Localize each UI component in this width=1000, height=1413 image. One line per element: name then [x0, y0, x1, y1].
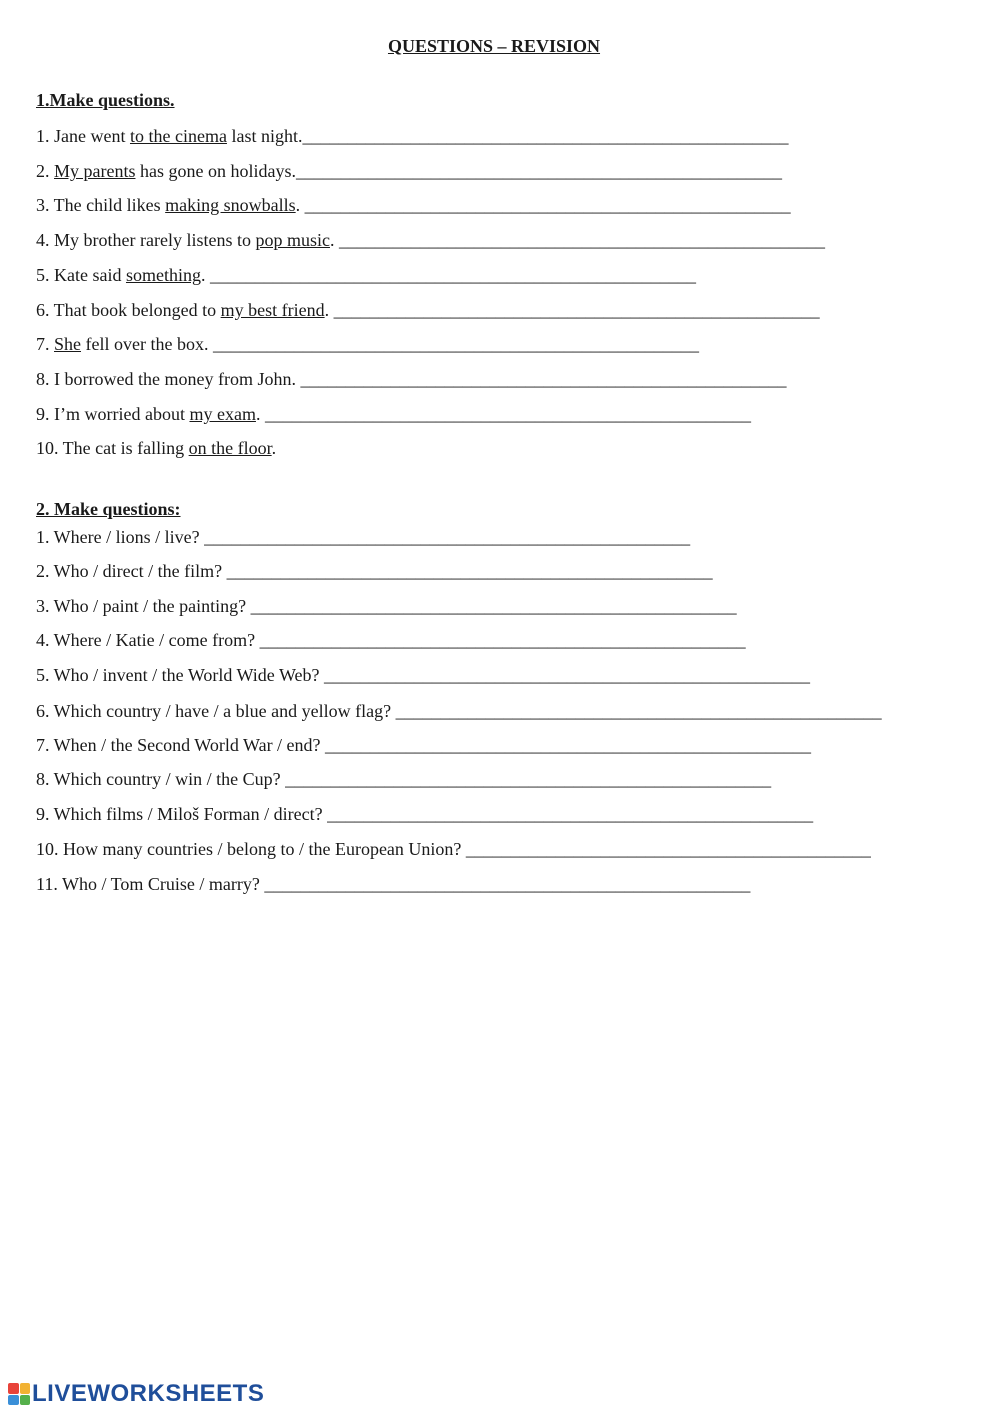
question-text: 3. The child likes — [36, 195, 166, 215]
question-item — [36, 299, 820, 321]
underlined-phrase: on the floor — [188, 438, 272, 458]
question-text: 8. I borrowed the money from John. — [36, 369, 301, 389]
underlined-phrase: My parents — [54, 161, 136, 181]
answer-blank[interactable]: ______________________________________________________ — [212, 334, 699, 354]
question-text-end: . — [255, 404, 265, 424]
answer-blank[interactable]: ______________________________________________________ — [325, 735, 812, 755]
answer-blank[interactable]: ______________________________________________________ — [395, 701, 882, 721]
answer-blank[interactable]: ______________________________________________________ — [259, 630, 746, 650]
underlined-phrase: something — [125, 265, 201, 285]
question-text-end: . — [329, 230, 339, 250]
underlined-phrase: my exam — [189, 404, 256, 424]
answer-blank[interactable]: ______________________________________________________ — [204, 527, 691, 547]
question-text-end: . — [271, 438, 277, 458]
underlined-phrase: my best friend — [220, 300, 325, 320]
prompt-text: 4. Where / Katie / come from? — [36, 630, 260, 650]
prompt-item — [36, 664, 810, 686]
prompt-item — [36, 838, 871, 860]
question-item — [36, 368, 786, 390]
question-text: 2. — [36, 161, 54, 181]
logo-square-red — [8, 1383, 19, 1394]
underlined-phrase: making snowballs — [165, 195, 296, 215]
answer-blank[interactable]: ______________________________________________________ — [250, 596, 737, 616]
prompt-text: 9. Which films / Miloš Forman / direct? — [36, 804, 328, 824]
question-text-end: . — [295, 195, 305, 215]
question-text: 4. My brother rarely listens to — [36, 230, 256, 250]
logo-square-blue — [8, 1395, 19, 1406]
prompt-text: 2. Who / direct / the film? — [36, 561, 227, 581]
prompt-text: 11. Who / Tom Cruise / marry? — [36, 874, 265, 894]
answer-blank[interactable]: ______________________________________________________ — [285, 769, 772, 789]
question-item — [36, 229, 825, 251]
answer-blank[interactable]: ______________________________________________________ — [264, 874, 751, 894]
logo-square-green — [20, 1395, 31, 1406]
prompt-text: 5. Who / invent / the World Wide Web? — [36, 665, 324, 685]
prompt-text: 3. Who / paint / the painting? — [36, 596, 251, 616]
answer-blank[interactable]: ______________________________________________________ — [226, 561, 713, 581]
prompt-item — [36, 700, 882, 722]
brand-name: LIVEWORKSHEETS — [32, 1380, 265, 1407]
prompt-text: 8. Which country / win / the Cup? — [36, 769, 286, 789]
question-item — [36, 264, 696, 286]
logo-square-yellow — [20, 1383, 31, 1394]
answer-blank[interactable]: ______________________________________________________ — [302, 126, 789, 146]
prompt-text: 6. Which country / have / a blue and yellow flag? — [36, 701, 396, 721]
question-item — [36, 160, 782, 182]
prompt-item — [36, 629, 746, 651]
answer-blank[interactable]: ______________________________________________________ — [338, 230, 825, 250]
question-text: 10. The cat is falling — [36, 438, 189, 458]
underlined-phrase: She — [54, 334, 81, 354]
question-item — [36, 437, 276, 459]
question-text-end: last night. — [226, 126, 303, 146]
prompt-item — [36, 768, 771, 790]
question-text: 1. Jane went — [36, 126, 130, 146]
question-item — [36, 333, 699, 355]
prompt-item — [36, 734, 811, 756]
question-item — [36, 125, 788, 147]
answer-blank[interactable]: ______________________________________________________ — [327, 804, 814, 824]
answer-blank[interactable]: ______________________________________________________ — [264, 404, 751, 424]
answer-blank[interactable]: ______________________________________________________ — [324, 665, 810, 685]
underlined-phrase: pop music — [255, 230, 330, 250]
question-text-end: has gone on holidays. — [135, 161, 296, 181]
prompt-text: 10. How many countries / belong to / the European Union? — [36, 839, 466, 859]
question-item — [36, 403, 751, 425]
prompt-item — [36, 873, 750, 895]
liveworksheets-logo-icon — [8, 1383, 30, 1405]
question-text: 5. Kate said — [36, 265, 126, 285]
question-text-end: . — [200, 265, 210, 285]
prompt-item — [36, 803, 813, 825]
answer-blank[interactable]: ______________________________________________________ — [209, 265, 696, 285]
section-1-heading: 1.Make questions. — [36, 90, 175, 110]
prompt-item — [36, 526, 690, 548]
answer-blank[interactable]: ______________________________________________________ — [295, 161, 782, 181]
answer-blank[interactable]: ______________________________________________________ — [333, 300, 820, 320]
answer-blank[interactable]: ______________________________________________________ — [304, 195, 791, 215]
question-text: 9. I’m worried about — [36, 404, 190, 424]
question-text-end: fell over the box. — [81, 334, 213, 354]
question-item — [36, 194, 791, 216]
prompt-item — [36, 560, 713, 582]
prompt-text: 7. When / the Second World War / end? — [36, 735, 326, 755]
question-text: 6. That book belonged to — [36, 300, 221, 320]
question-text-end: . — [324, 300, 334, 320]
prompt-text: 1. Where / lions / live? — [36, 527, 205, 547]
section-2-heading: 2. Make questions: — [36, 499, 181, 519]
page-title: QUESTIONS – REVISION — [387, 36, 601, 56]
underlined-phrase: to the cinema — [129, 126, 227, 146]
question-text: 7. — [36, 334, 54, 354]
answer-blank[interactable]: _____________________________________________ — [465, 839, 871, 859]
prompt-item — [36, 595, 737, 617]
answer-blank[interactable]: ______________________________________________________ — [300, 369, 787, 389]
footer-logo[interactable] — [8, 1380, 264, 1408]
